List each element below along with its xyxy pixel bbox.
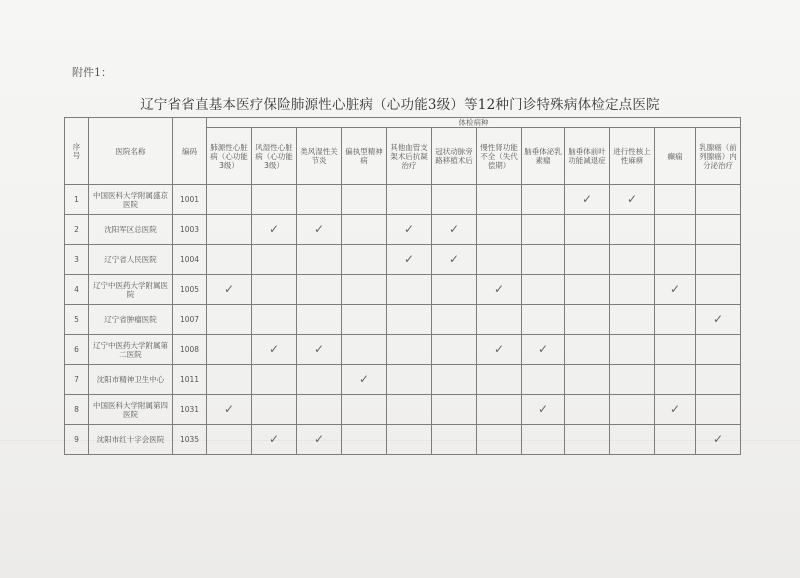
- row-index: 4: [65, 275, 89, 305]
- table-row: [65, 185, 741, 215]
- check-mark-icon: ✓: [669, 401, 681, 416]
- hospital-code: 1011: [173, 365, 207, 395]
- disease-cell: [387, 245, 432, 275]
- disease-cell: [565, 215, 610, 245]
- check-mark-icon: ✓: [712, 431, 724, 446]
- document-title: 辽宁省省直基本医疗保险肺源性心脏病（心功能3级）等12种门诊特殊病体检定点医院: [140, 97, 660, 113]
- check-mark-icon: ✓: [448, 251, 460, 266]
- check-mark-icon: ✓: [403, 251, 415, 266]
- check-mark-icon: ✓: [223, 401, 235, 416]
- header-hospital: 医院名称: [89, 118, 173, 185]
- header-disease-2: 风湿性心脏病（心功能3级）: [252, 128, 297, 185]
- table-row: [65, 305, 741, 335]
- disease-cell: [207, 185, 252, 215]
- disease-cell: [522, 305, 565, 335]
- disease-cell: [432, 365, 477, 395]
- disease-cell: [207, 245, 252, 275]
- disease-cell: [477, 395, 522, 425]
- disease-cell: [252, 215, 297, 245]
- hospital-name: 辽宁中医药大学附属第二医院: [89, 335, 173, 365]
- disease-cell: [207, 275, 252, 305]
- disease-cell: [655, 275, 696, 305]
- disease-cell: [522, 395, 565, 425]
- disease-cell: [252, 365, 297, 395]
- disease-cell: [297, 395, 342, 425]
- disease-cell: [610, 365, 655, 395]
- disease-cell: [655, 245, 696, 275]
- check-mark-icon: ✓: [712, 311, 724, 326]
- disease-cell: [432, 245, 477, 275]
- disease-cell: [655, 305, 696, 335]
- table-row: [65, 215, 741, 245]
- disease-cell: [342, 365, 387, 395]
- table-row: [65, 335, 741, 365]
- disease-cell: [432, 275, 477, 305]
- table-row: [65, 395, 741, 425]
- disease-cell: [297, 275, 342, 305]
- disease-cell: [477, 335, 522, 365]
- hospital-name: 辽宁省肿瘤医院: [89, 305, 173, 335]
- disease-cell: [297, 305, 342, 335]
- check-mark-icon: ✓: [313, 221, 325, 236]
- disease-cell: [522, 335, 565, 365]
- disease-cell: [696, 185, 741, 215]
- header-disease-12: 乳腺癌（前列腺癌）内分泌治疗: [696, 128, 741, 185]
- hospital-code: 1003: [173, 215, 207, 245]
- disease-cell: [565, 395, 610, 425]
- check-mark-icon: ✓: [537, 341, 549, 356]
- header-disease-7: 慢性肾功能不全（失代偿期）: [477, 128, 522, 185]
- disease-cell: [207, 335, 252, 365]
- disease-cell: [565, 245, 610, 275]
- disease-cell: [297, 365, 342, 395]
- attachment-label: 附件1：: [72, 66, 112, 79]
- check-mark-icon: ✓: [403, 221, 415, 236]
- disease-cell: [252, 305, 297, 335]
- table-row: [65, 365, 741, 395]
- disease-cell: [387, 275, 432, 305]
- disease-cell: [565, 275, 610, 305]
- disease-cell: [342, 245, 387, 275]
- disease-cell: [477, 245, 522, 275]
- check-mark-icon: ✓: [313, 341, 325, 356]
- disease-cell: [297, 185, 342, 215]
- row-index: 7: [65, 365, 89, 395]
- header-disease-5: 其他血管支架术后抗凝治疗: [387, 128, 432, 185]
- hospital-name: 辽宁省人民医院: [89, 245, 173, 275]
- disease-cell: [252, 275, 297, 305]
- disease-cell: [655, 185, 696, 215]
- disease-cell: [610, 245, 655, 275]
- row-index: 8: [65, 395, 89, 425]
- hospital-code: 1001: [173, 185, 207, 215]
- paper-crease: [0, 440, 800, 441]
- disease-cell: [696, 395, 741, 425]
- hospital-name: 辽宁中医药大学附属医院: [89, 275, 173, 305]
- disease-cell: [477, 305, 522, 335]
- hospital-code: 1031: [173, 395, 207, 425]
- disease-cell: [655, 215, 696, 245]
- check-mark-icon: ✓: [669, 281, 681, 296]
- hospital-code: 1035: [173, 425, 207, 455]
- check-mark-icon: ✓: [313, 431, 325, 446]
- disease-cell: [342, 335, 387, 365]
- hospital-code: 1005: [173, 275, 207, 305]
- check-mark-icon: ✓: [358, 371, 370, 386]
- disease-cell: [522, 275, 565, 305]
- header-disease-11: 癫痫: [655, 128, 696, 185]
- disease-cell: [342, 305, 387, 335]
- hospital-name: 沈阳市精神卫生中心: [89, 365, 173, 395]
- row-index: 1: [65, 185, 89, 215]
- disease-cell: [252, 245, 297, 275]
- disease-cell: [207, 215, 252, 245]
- disease-cell: [477, 275, 522, 305]
- check-mark-icon: ✓: [537, 401, 549, 416]
- disease-cell: [252, 185, 297, 215]
- check-mark-icon: ✓: [223, 281, 235, 296]
- disease-cell: [522, 365, 565, 395]
- hospital-name: 沈阳军区总医院: [89, 215, 173, 245]
- row-index: 6: [65, 335, 89, 365]
- check-mark-icon: ✓: [493, 281, 505, 296]
- disease-cell: [252, 395, 297, 425]
- disease-cell: [387, 185, 432, 215]
- disease-cell: [610, 215, 655, 245]
- row-index: 5: [65, 305, 89, 335]
- hospital-code: 1007: [173, 305, 207, 335]
- disease-cell: [207, 305, 252, 335]
- disease-cell: [297, 215, 342, 245]
- disease-cell: [252, 335, 297, 365]
- disease-cell: [610, 335, 655, 365]
- check-mark-icon: ✓: [626, 191, 638, 206]
- disease-cell: [696, 245, 741, 275]
- hospital-name: 中国医科大学附属盛京医院: [89, 185, 173, 215]
- disease-cell: [477, 365, 522, 395]
- table-row: [65, 275, 741, 305]
- header-disease-1: 肺源性心脏病（心功能3级）: [207, 128, 252, 185]
- hospital-code: 1008: [173, 335, 207, 365]
- disease-cell: [565, 365, 610, 395]
- disease-cell: [565, 335, 610, 365]
- disease-cell: [655, 335, 696, 365]
- disease-cell: [565, 305, 610, 335]
- disease-cell: [387, 215, 432, 245]
- disease-cell: [655, 395, 696, 425]
- hospital-table: [64, 117, 741, 455]
- hospital-name: 中国医科大学附属第四医院: [89, 395, 173, 425]
- check-mark-icon: ✓: [268, 431, 280, 446]
- row-index: 3: [65, 245, 89, 275]
- disease-cell: [477, 185, 522, 215]
- check-mark-icon: ✓: [581, 191, 593, 206]
- header-disease-6: 冠状动脉旁路移植术后: [432, 128, 477, 185]
- header-disease-3: 类风湿性关节炎: [297, 128, 342, 185]
- disease-cell: [522, 215, 565, 245]
- disease-cell: [696, 365, 741, 395]
- header-disease-group: 体检病种: [207, 118, 741, 128]
- disease-cell: [342, 395, 387, 425]
- disease-cell: [387, 305, 432, 335]
- header-code: 编码: [173, 118, 207, 185]
- disease-cell: [522, 245, 565, 275]
- disease-cell: [207, 365, 252, 395]
- header-disease-4: 偏执型精神病: [342, 128, 387, 185]
- disease-cell: [477, 215, 522, 245]
- disease-cell: [696, 215, 741, 245]
- disease-cell: [342, 215, 387, 245]
- disease-cell: [342, 185, 387, 215]
- row-index: 9: [65, 425, 89, 455]
- header-index: 序号: [65, 118, 89, 185]
- check-mark-icon: ✓: [268, 341, 280, 356]
- row-index: 2: [65, 215, 89, 245]
- header-disease-8: 脑垂体泌乳素瘤: [522, 128, 565, 185]
- disease-cell: [610, 275, 655, 305]
- disease-cell: [696, 305, 741, 335]
- disease-cell: [387, 395, 432, 425]
- check-mark-icon: ✓: [268, 221, 280, 236]
- disease-cell: [565, 185, 610, 215]
- disease-cell: [207, 395, 252, 425]
- table-row: [65, 245, 741, 275]
- disease-cell: [297, 245, 342, 275]
- disease-cell: [610, 395, 655, 425]
- disease-cell: [522, 185, 565, 215]
- disease-cell: [432, 185, 477, 215]
- check-mark-icon: ✓: [448, 221, 460, 236]
- disease-cell: [610, 305, 655, 335]
- disease-cell: [696, 275, 741, 305]
- disease-cell: [696, 335, 741, 365]
- check-mark-icon: ✓: [493, 341, 505, 356]
- hospital-code: 1004: [173, 245, 207, 275]
- disease-cell: [432, 215, 477, 245]
- disease-cell: [297, 335, 342, 365]
- disease-cell: [387, 365, 432, 395]
- hospital-name: 沈阳市红十字会医院: [89, 425, 173, 455]
- disease-cell: [387, 335, 432, 365]
- disease-cell: [655, 365, 696, 395]
- header-disease-9: 脑垂体前叶功能减退症: [565, 128, 610, 185]
- header-disease-10: 进行性核上性麻痹: [610, 128, 655, 185]
- disease-cell: [432, 395, 477, 425]
- disease-cell: [342, 275, 387, 305]
- disease-cell: [432, 335, 477, 365]
- disease-cell: [432, 305, 477, 335]
- disease-cell: [610, 185, 655, 215]
